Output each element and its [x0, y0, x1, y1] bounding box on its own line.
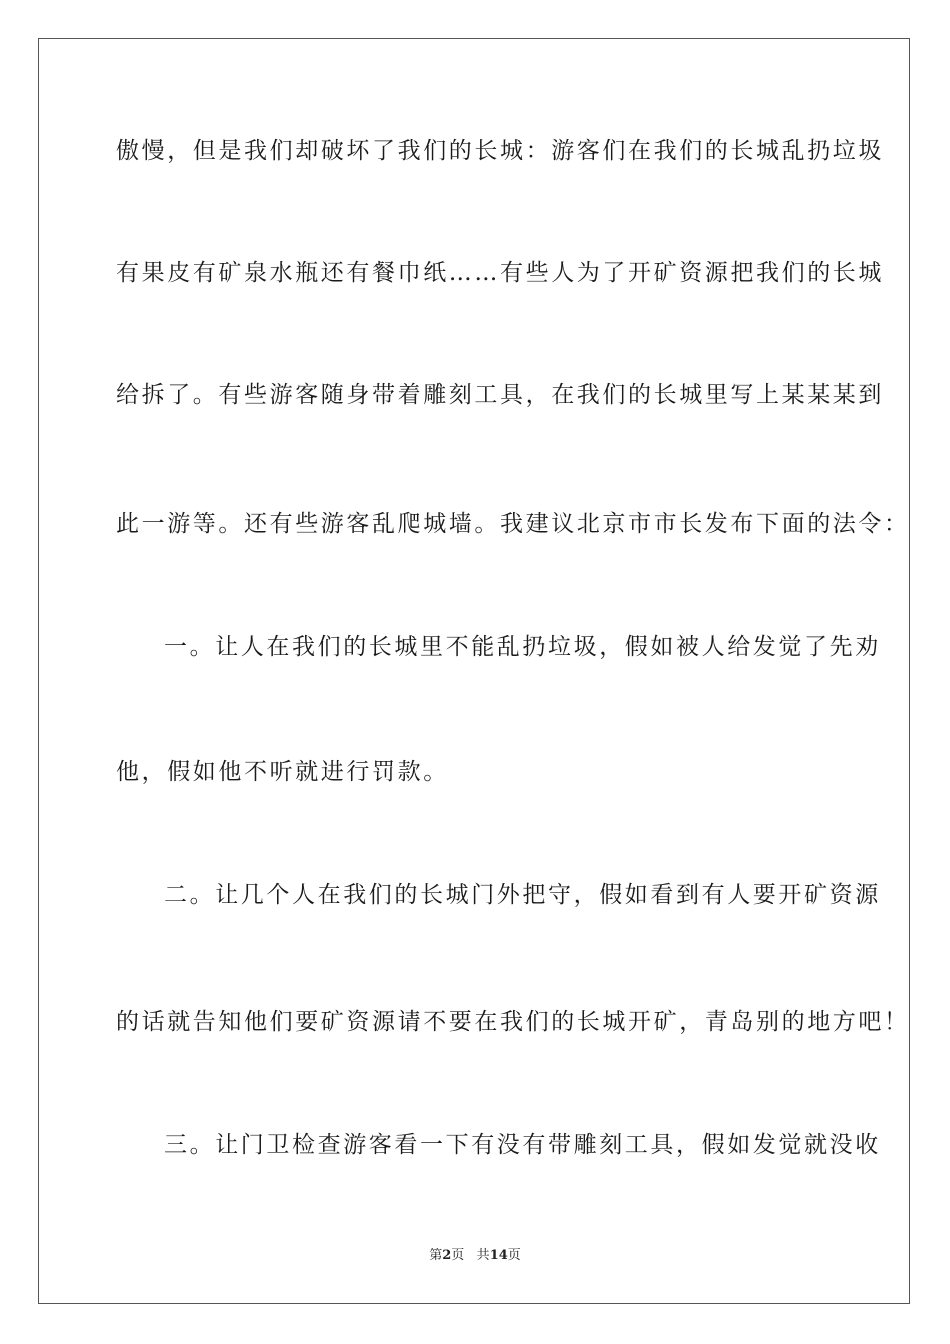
body-line-1: 傲慢，但是我们却破坏了我们的长城：游客们在我们的长城乱扔垃圾	[116, 138, 884, 164]
body-line-6: 他，假如他不听就进行罚款。	[116, 759, 449, 785]
footer-page-number: 2	[442, 1248, 452, 1263]
page-frame	[38, 38, 910, 1304]
footer-page-suffix: 页	[451, 1248, 465, 1263]
footer-total-pages: 14	[489, 1248, 508, 1263]
footer-total-prefix: 共	[476, 1248, 490, 1263]
body-line-9: 三。让门卫检查游客看一下有没有带雕刻工具，假如发觉就没收	[164, 1132, 881, 1158]
body-line-3: 给拆了。有些游客随身带着雕刻工具，在我们的长城里写上某某某到	[116, 382, 884, 408]
footer-page-prefix: 第	[429, 1248, 443, 1263]
page-footer	[0, 1247, 950, 1265]
footer-total-suffix: 页	[507, 1248, 521, 1263]
body-line-7: 二。让几个人在我们的长城门外把守，假如看到有人要开矿资源	[164, 882, 881, 908]
body-line-8: 的话就告知他们要矿资源请不要在我们的长城开矿，青岛别的地方吧！	[116, 1009, 910, 1035]
body-line-5: 一。让人在我们的长城里不能乱扔垃圾，假如被人给发觉了先劝	[164, 634, 881, 660]
body-line-2: 有果皮有矿泉水瓶还有餐巾纸……有些人为了开矿资源把我们的长城	[116, 260, 884, 286]
body-line-4: 此一游等。还有些游客乱爬城墙。我建议北京市市长发布下面的法令：	[116, 511, 910, 537]
